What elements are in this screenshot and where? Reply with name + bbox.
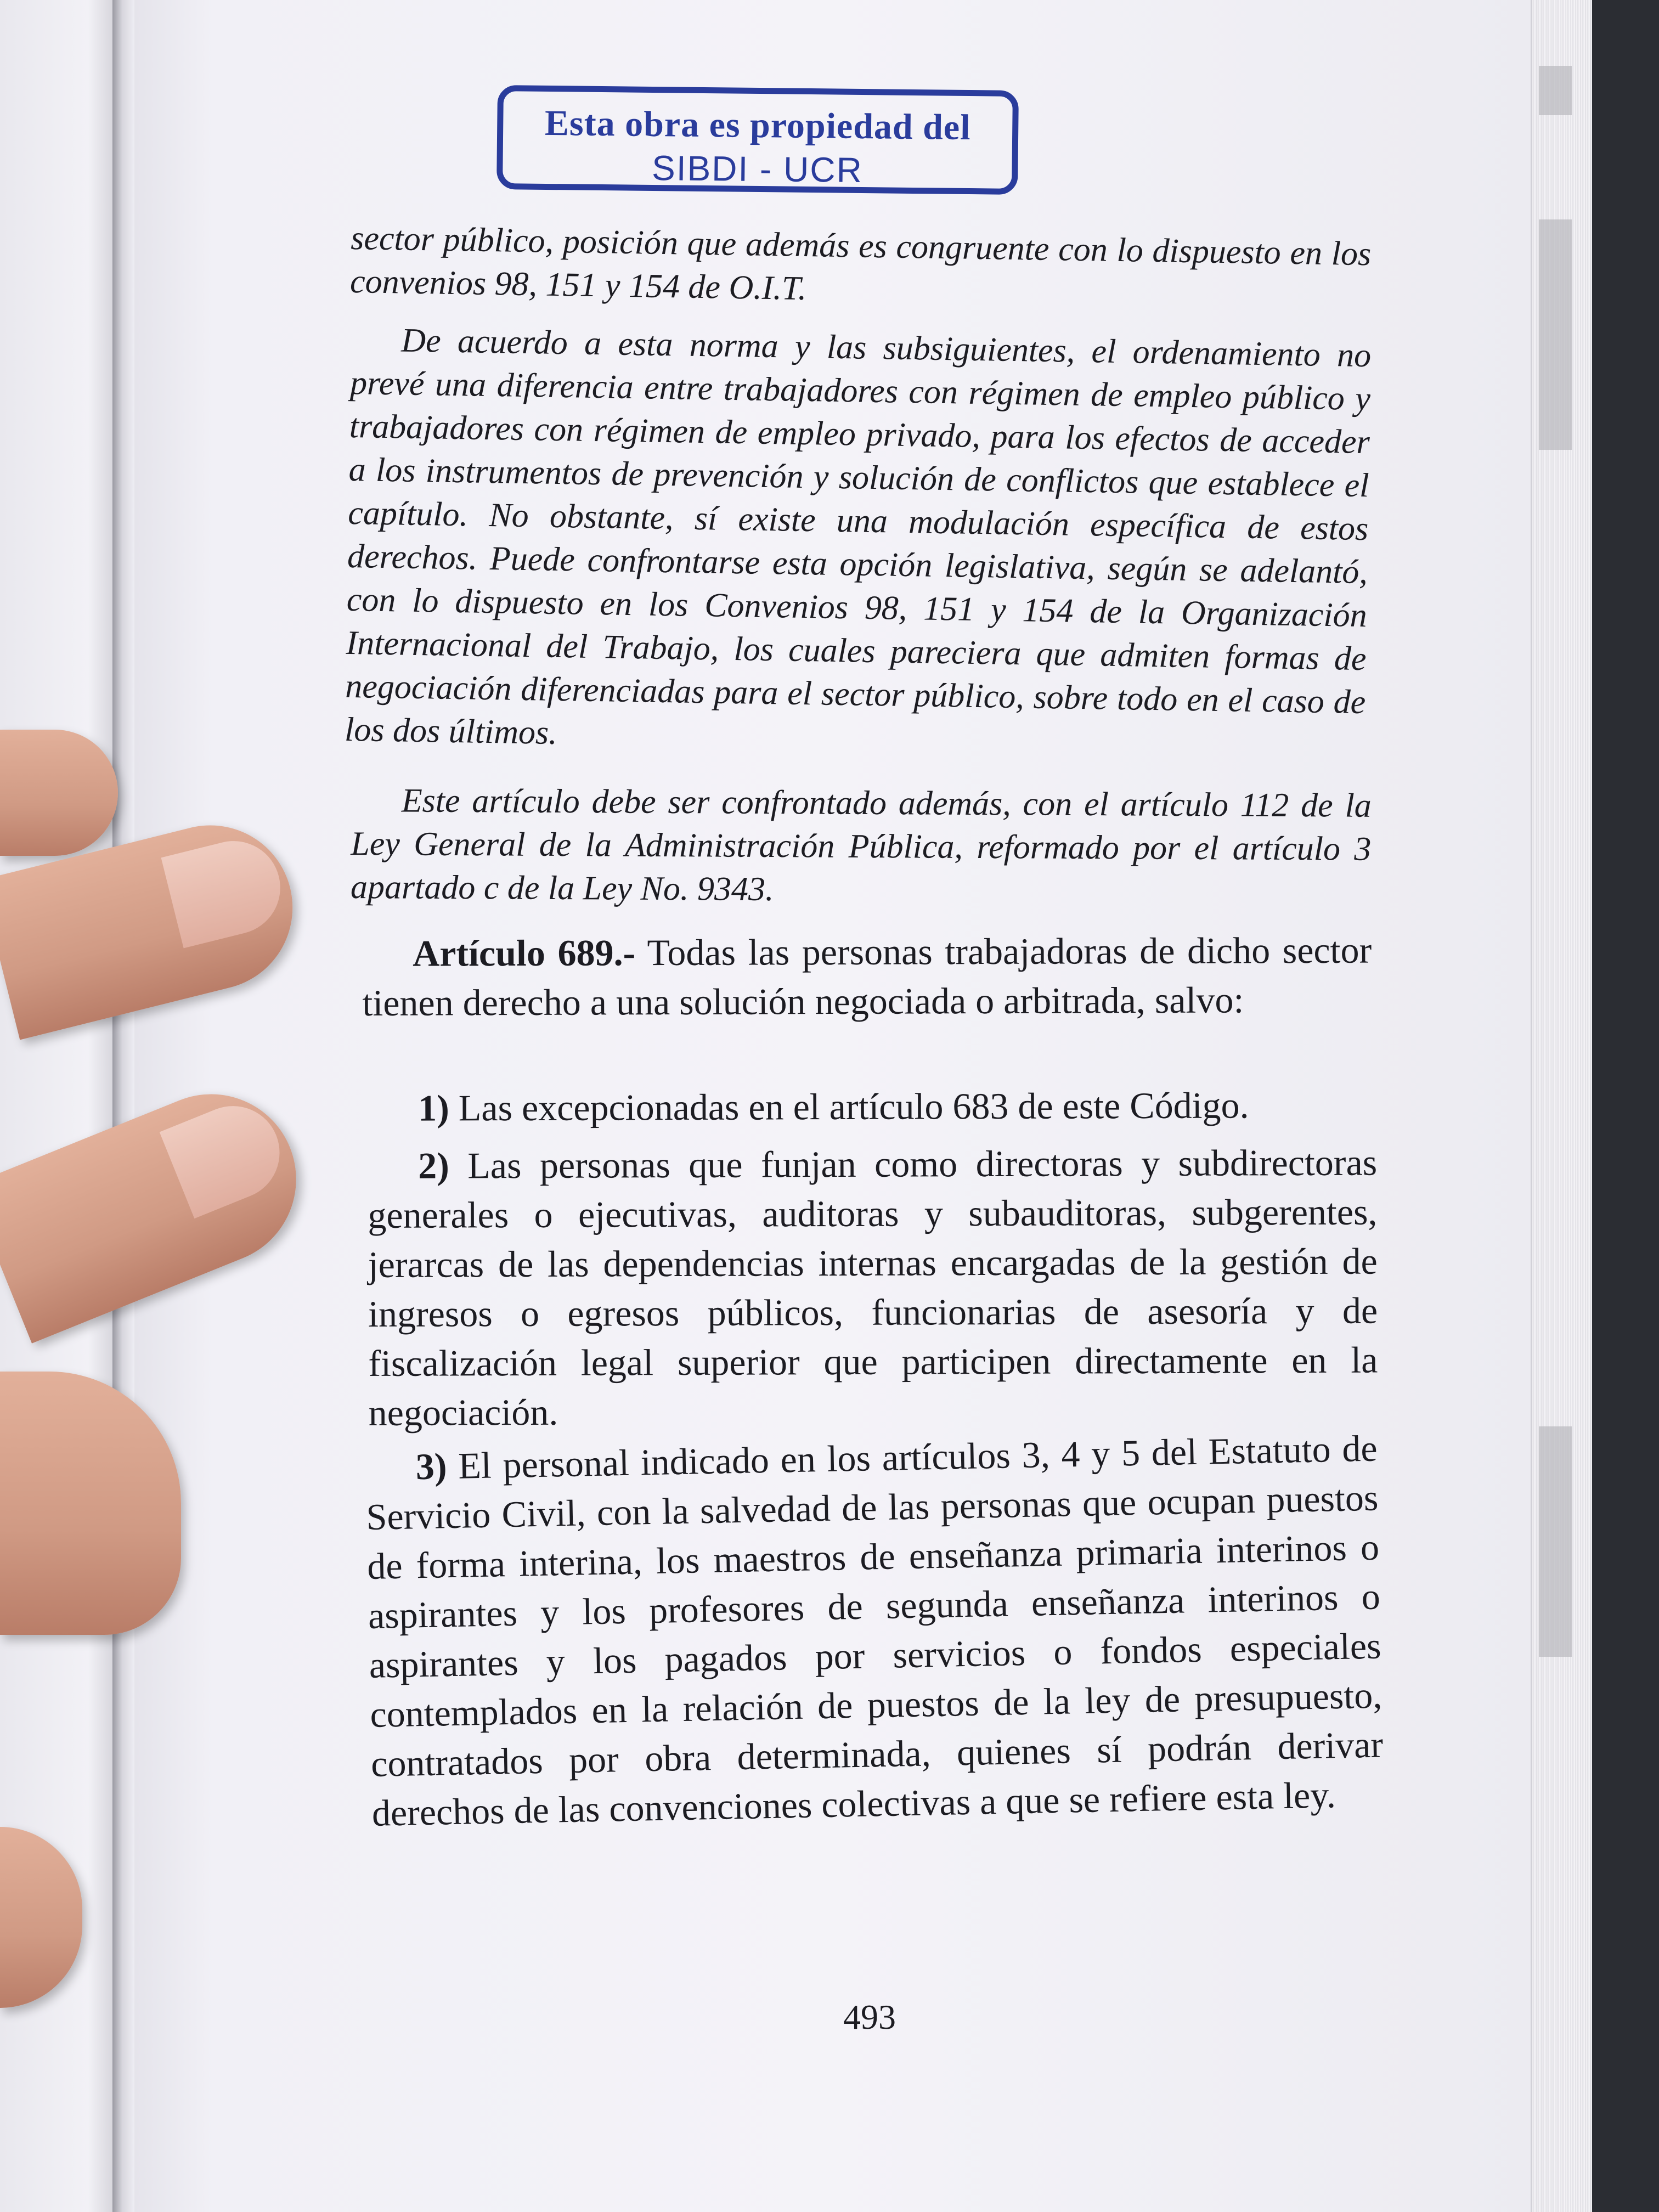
commentary-paragraph-3 [351, 779, 1372, 915]
library-stamp [496, 85, 1019, 195]
stamp-line-2: SIBDI - UCR [651, 148, 864, 190]
item-text: Las excepcionadas en el artículo 683 de este Código. [449, 1084, 1249, 1129]
article-heading: Artículo 689.- [413, 932, 636, 974]
page-number: 493 [843, 1997, 896, 2036]
item-number: 2) [418, 1144, 449, 1187]
item-text: Las personas que funjan como directoras y subdirectoras generales o ejecutivas, auditoras y subauditoras, subgerentes, jerarcas de las dependencias internas encargadas de la gestión de ingresos o egresos públicos, funcionarias de asesoría y de fiscalización legal superior que participen directamente en la negociación. [368, 1141, 1378, 1434]
item-number: 1) [418, 1087, 449, 1129]
edge-mark [1539, 219, 1572, 450]
article-item-2 [368, 1138, 1378, 1437]
article-item-3 [365, 1424, 1384, 1838]
item-number: 3) [415, 1445, 448, 1488]
paragraph-text: sector público, posición que además es congruente con lo dispuesto en los convenios 98, 151 y 154 de O.I.T. [349, 219, 1372, 308]
paragraph-text: De acuerdo a esta norma y las subsiguientes, el ordenamiento no prevé una diferencia entre trabajadores con régimen de empleo público y trabajadores con régimen de empleo privado, para los efectos de acceder a los instrumentos de prevención y solución de conflictos que establece el capítulo. No obstante, sí existe una modulación específica de estos derechos. Puede confrontarse esta opción legislativa, según se adelantó, con lo dispuesto en los Convenios 98, 151 y 154 de la Organización Internacional del Trabajo, los cuales pareciera que admiten formas de negociación diferenciadas para el sector público, sobre todo en el caso de los dos últimos. [344, 321, 1372, 752]
article-689-intro [362, 926, 1372, 1028]
article-intro-text: Todas las personas trabajadoras de dicho sector tienen derecho a una solución negociada o arbitrada, salvo: [362, 929, 1372, 1024]
edge-mark [1539, 66, 1572, 115]
book-gutter [112, 0, 134, 2212]
edge-mark [1539, 1426, 1572, 1657]
commentary-paragraph-1 [350, 217, 1372, 319]
item-text: El personal indicado en los artículos 3, 4 y 5 del Estatuto de Servicio Civil, con la salvedad de las personas que ocupan puestos de forma interina, los maestros de enseñanza primaria interinos o aspirantes y los profesores de segunda enseñanza interinos o aspirantes y los pagados por servicios o fondos especiales contemplados en la relación de puestos de la ley de presupuesto, contratados por obra determinada, quienes sí podrán derivar derechos de las convenciones colectivas a que se refiere esta ley. [365, 1427, 1384, 1834]
paragraph-text: Este artículo debe ser confrontado además, con el artículo 112 de la Ley General de la Administración Pública, reformado por el artículo 3 apartado c de la Ley No. 9343. [350, 782, 1372, 909]
commentary-paragraph-2 [345, 318, 1372, 768]
stamp-line-1: Esta obra es propiedad del [544, 103, 971, 148]
article-item-1 [368, 1080, 1377, 1133]
